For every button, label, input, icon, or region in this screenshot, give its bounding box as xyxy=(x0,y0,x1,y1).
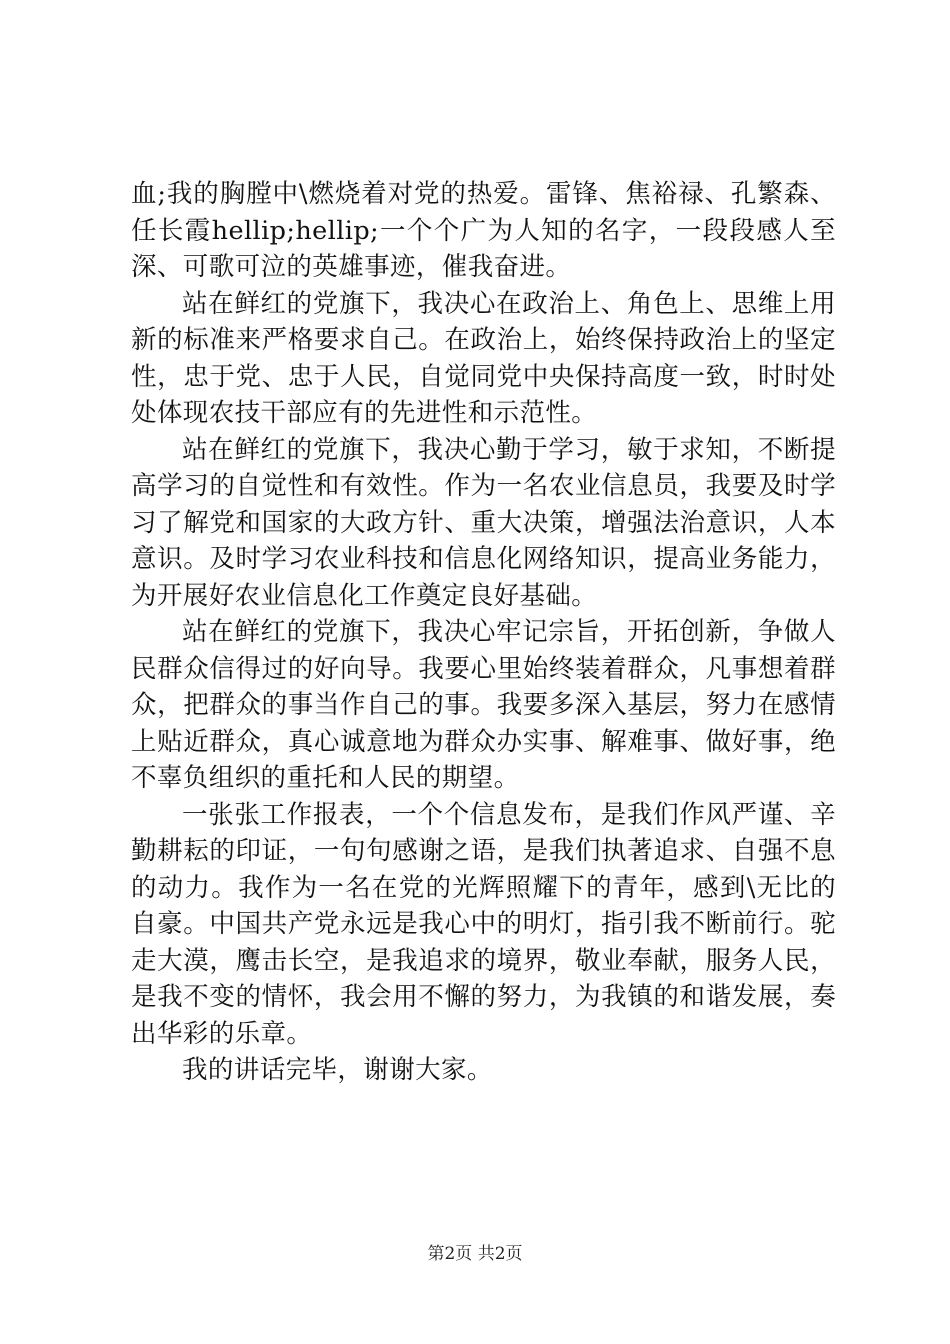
paragraph-study: 站在鲜红的党旗下，我决心勤于学习，敏于求知，不断提高学习的自觉性和有效性。作为一名农业信息员，我要及时学习了解党和国家的大政方针、重大决策，增强法治意识，人本意识。及时学习农业科技和信息化网络知识，提高业务能力，为开展好农业信息化工作奠定良好基础。 xyxy=(131,434,836,611)
paragraph-continued: 血;我的胸膛中\燃烧着对党的热爱。雷锋、焦裕禄、孔繁森、任长霞hellip;hellip;一个个广为人知的名字，一段段感人至深、可歌可泣的英雄事迹，催我奋进。 xyxy=(131,179,836,282)
document-body xyxy=(131,176,836,1089)
paragraph-political-standard: 站在鲜红的党旗下，我决心在政治上、角色上、思维上用新的标准来严格要求自己。在政治上，始终保持政治上的坚定性，忠于党、忠于人民，自觉同党中央保持高度一致，时时处处体现农技干部应有的先进性和示范性。 xyxy=(131,288,836,428)
paragraph-work-reports: 一张张工作报表，一个个信息发布，是我们作风严谨、辛勤耕耘的印证，一句句感谢之语，是我们执著追求、自强不息的动力。我作为一名在党的光辉照耀下的青年，感到\无比的自豪。中国共产党永远是我心中的明灯，指引我不断前行。驼走大漠，鹰击长空，是我追求的境界，敬业奉献，服务人民，是我不变的情怀，我会用不懈的努力，为我镇的和谐发展，奏出华彩的乐章。 xyxy=(131,799,836,1049)
page-number-footer: 第2页 共2页 xyxy=(427,1244,523,1264)
paragraph-serve-people: 站在鲜红的党旗下，我决心牢记宗旨，开拓创新，争做人民群众信得过的好向导。我要心里始终装着群众，凡事想着群众，把群众的事当作自己的事。我要多深入基层，努力在感情上贴近群众，真心诚意地为群众办实事、解难事、做好事，绝不辜负组织的重托和人民的期望。 xyxy=(131,617,836,793)
paragraph-closing: 我的讲话完毕，谢谢大家。 xyxy=(182,1055,493,1085)
